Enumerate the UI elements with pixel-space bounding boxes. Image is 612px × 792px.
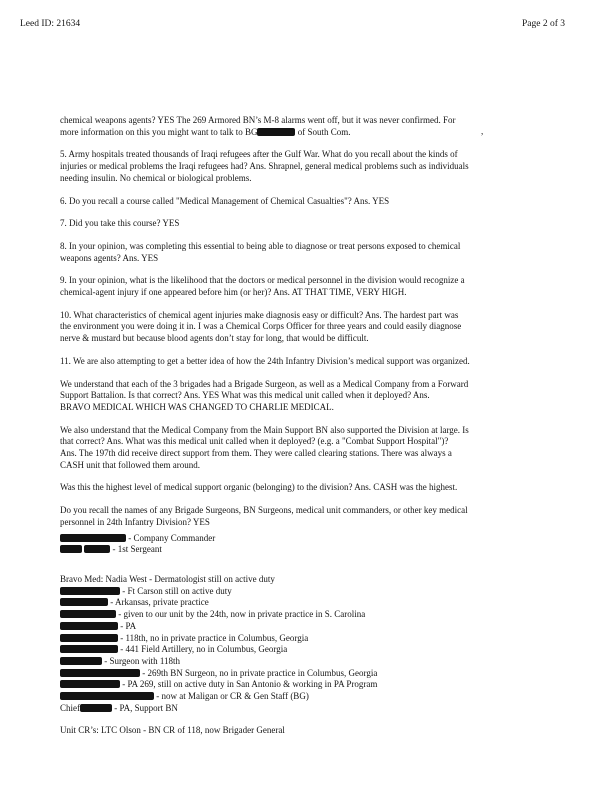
text-line: CASH unit that followed them around. xyxy=(60,459,200,470)
text-line: nerve & mustard but because blood agents don’t stay for long, that would be difficult. xyxy=(60,333,369,344)
redaction-bar xyxy=(60,587,120,595)
question-11 xyxy=(60,356,566,368)
paragraph-brigade-surgeons xyxy=(60,379,566,414)
stray-mark: , xyxy=(481,126,484,136)
redaction-bar xyxy=(60,534,126,542)
list-item xyxy=(60,644,566,656)
text-line: 8. In your opinion, was completing this essential to being able to diagnose or treat persons exposed to chemical xyxy=(60,240,461,251)
redaction-bar xyxy=(60,680,120,688)
question-7 xyxy=(60,218,566,230)
list-item xyxy=(60,691,566,703)
list-item xyxy=(60,597,566,609)
text-line: Do you recall the names of any Brigade Surgeons, BN Surgeons, medical unit commanders, or other key medical xyxy=(60,505,468,516)
text-fragment: of South Com. xyxy=(295,126,351,137)
redaction-bar xyxy=(60,657,102,665)
list-item xyxy=(60,668,566,680)
text-line: chemical weapons agents? YES The 269 Armored BN’s M-8 alarms went off, but it was never confirmed. For xyxy=(60,115,456,125)
redaction-bar xyxy=(60,545,82,553)
text-line: needing insulin. No chemical or biological problems. xyxy=(60,172,252,183)
list-item-text: - 118th, no in private practice in Columbus, Georgia xyxy=(118,632,309,643)
text-line: Was this the highest level of medical support organic (belonging) to the division? Ans. CASH was the highest. xyxy=(60,482,458,493)
paragraph-key-personnel xyxy=(60,505,566,528)
redaction-bar xyxy=(60,692,154,700)
list-item-prefix: Chief xyxy=(60,702,80,713)
list-item xyxy=(60,703,566,715)
redaction-bar xyxy=(60,622,118,630)
paragraph-highest-level xyxy=(60,482,566,494)
redaction-bar xyxy=(60,598,108,606)
text-fragment: more information on this you might want to talk to BG xyxy=(60,126,258,137)
text-line: 6. Do you recall a course called "Medical Management of Chemical Casualties"? Ans. YES xyxy=(60,195,390,206)
text-line: 11. We are also attempting to get a better idea of how the 24th Infantry Division’s medical support was organized. xyxy=(60,355,470,366)
text-line: chemical-agent injury if one appeared before him (or her)? Ans. AT THAT TIME, VERY HIGH. xyxy=(60,287,407,298)
text-line: 7. Did you take this course? YES xyxy=(60,218,180,229)
question-9 xyxy=(60,275,566,298)
text-line: BRAVO MEDICAL WHICH WAS CHANGED TO CHARLIE MEDICAL. xyxy=(60,401,334,412)
paragraph-main-support xyxy=(60,425,566,472)
list-item-text: - Arkansas, private practice xyxy=(108,597,209,608)
text-line: that correct? Ans. What was this medical unit called when it deployed? (e.g. a "Combat Support Hospital")? xyxy=(60,436,449,447)
text-line: weapons agents? Ans. YES xyxy=(60,252,159,263)
question-8 xyxy=(60,241,566,264)
text-line: Unit CR’s: LTC Olson - BN CR of 118, now Brigader General xyxy=(60,725,285,736)
text-line: 9. In your opinion, what is the likelihood that the doctors or medical personnel in the division would recognize a xyxy=(60,275,465,286)
text-line: Support Battalion. Is that correct? Ans. YES What was this medical unit called when it deployed? Ans. xyxy=(60,390,430,401)
redaction-bar xyxy=(84,545,110,553)
list-item xyxy=(60,656,566,668)
document-body xyxy=(60,115,566,748)
list-item-text: - now at Maligan or CR & Gen Staff (BG) xyxy=(154,691,309,702)
redaction-bar xyxy=(80,704,112,712)
redaction-bar xyxy=(60,645,118,653)
list-item xyxy=(60,533,566,545)
redaction-bar xyxy=(60,610,116,618)
question-10 xyxy=(60,310,566,345)
list-item-text: - PA 269, still on active duty in San Antonio & working in PA Program xyxy=(120,679,378,690)
text-line: personnel in 24th Infantry Division? YES xyxy=(60,516,210,527)
text-line: We also understand that the Medical Company from the Main Support BN also supported the Division at large. Is xyxy=(60,424,469,435)
text-line xyxy=(60,127,566,139)
paragraph-chemical-alarms xyxy=(60,115,566,138)
text-line: the environment you were doing it in. I was a Chemical Corps Officer for three years and could easily diagnose xyxy=(60,321,462,332)
list-heading: Bravo Med: Nadia West - Dermatologist still on active duty xyxy=(60,573,275,584)
list-item-text: - 1st Sergeant xyxy=(110,544,162,555)
text-line: We understand that each of the 3 brigades had a Brigade Surgeon, as well as a Medical Company from a Forward xyxy=(60,378,469,389)
list-item-text: - 441 Field Artillery, no in Columbus, Georgia xyxy=(118,644,288,655)
question-5 xyxy=(60,149,566,184)
redaction-bar xyxy=(60,634,118,642)
text-line: Ans. The 197th did receive direct support from them. They were called clearing stations. There was always a xyxy=(60,448,452,459)
question-6 xyxy=(60,196,566,208)
unit-commanders xyxy=(60,725,566,737)
text-line: 10. What characteristics of chemical agent injuries make diagnosis easy or difficult? Ans. The hardest part was xyxy=(60,309,459,320)
redaction-bar xyxy=(257,128,295,136)
list-item-text: - Company Commander xyxy=(126,532,216,543)
list-item xyxy=(60,621,566,633)
list-item xyxy=(60,544,566,556)
list-item-text: - given to our unit by the 24th, now in private practice in S. Carolina xyxy=(116,609,366,620)
redaction-bar xyxy=(60,669,140,677)
list-item-text: - Ft Carson still on active duty xyxy=(120,585,232,596)
list-item xyxy=(60,609,566,621)
bravo-med-list xyxy=(60,574,566,714)
text-line: injuries or medical problems the Iraqi refugees had? Ans. Shrapnel, general medical problems such as individuals xyxy=(60,161,469,172)
list-item-text: - 269th BN Surgeon, no in private practice in Columbus, Georgia xyxy=(140,667,378,678)
list-item xyxy=(60,586,566,598)
list-item-text: - PA, Support BN xyxy=(112,702,178,713)
list-item xyxy=(60,679,566,691)
document-id: Leed ID: 21634 xyxy=(20,19,81,29)
list-item-text: - Surgeon with 118th xyxy=(102,655,180,666)
list-item xyxy=(60,633,566,645)
command-list xyxy=(60,533,566,556)
text-line: 5. Army hospitals treated thousands of Iraqi refugees after the Gulf War. What do you recall about the kinds of xyxy=(60,149,458,160)
page-number: Page 2 of 3 xyxy=(522,19,566,29)
list-item-text: - PA xyxy=(118,620,137,631)
